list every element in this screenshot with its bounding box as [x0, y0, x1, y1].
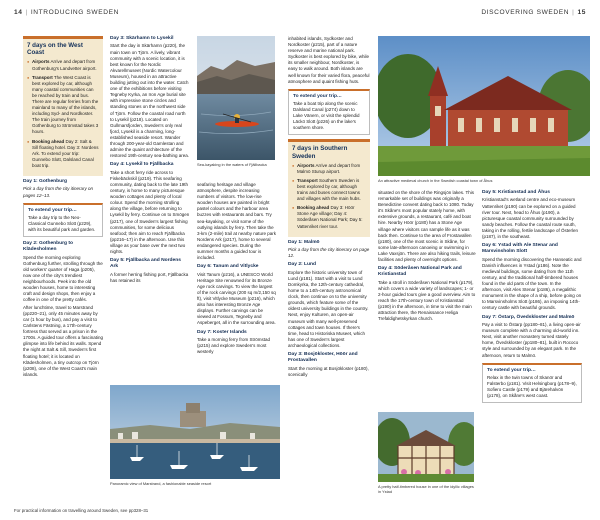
church-photo — [378, 36, 590, 176]
right-running-title: DISCOVERING SWEDEN — [481, 9, 570, 16]
southern-sweden-item: ● Transport Southern Sweden is best explored by car, although trains and buses connect towns and villages with the main hubs. — [292, 178, 366, 202]
left-running-title: INTRODUCING SWEDEN — [30, 9, 119, 16]
paragraph: Take a morning ferry from Strömstad (p215) and explore Sweden's most westerly — [197, 337, 271, 355]
extend-trip-box — [482, 363, 582, 403]
paragraph: Pick a day from the city itinerary on pages 12–13. — [23, 186, 94, 198]
church-caption: An attractive medieval church in the Swedish coastal town of Åhus — [378, 178, 493, 183]
southern-sweden-item: ● Booking ahead Day 3: Höör Stone Age village; Day 4: Söderåsen National Park; Day 5: Vattenriket river tour. — [292, 205, 366, 229]
marstrand-caption: Panoramic view of Marstrand, a fashionable seaside resort — [110, 481, 212, 486]
paragraph: seafaring heritage and village atmosphere, despite increasing numbers of visitors. The low-rise wooden houses are painted in bright pastel colours and the harbour area buzzes with restaurants and bars. Try sea-kayaking, or visit some of the outlying islands by ferry. Then take the 3-km (2-mile) trail at nearby nature park Nordens Ark (p217), home to several endangered species. During the summer months a guided tour is included. — [197, 182, 277, 261]
paragraph: Kristianstad's wetland centre and eco-museum Vattenriket (p190) can be explored on a guided river tour. Next, head to Åhus (p190), a picturesque coastal community surrounded by sandy beaches. Follow the coastal route south, taking in the rolling, fertile landscape of Österlen (p187), in the southeast. — [482, 197, 579, 240]
day-heading: Day 5: Kristianstad and Åhus — [482, 190, 550, 195]
west-coast-title: 7 days on the West Coast — [27, 42, 83, 57]
column-2 — [110, 36, 190, 285]
marstrand-photo-art — [110, 385, 280, 479]
day-heading: Day 6: Ystad with Ale Stenar and Marsvinsholm Slott — [482, 243, 558, 255]
southern-sweden-item: ● Airports Arrive and depart from Malmö Sturup airport. — [292, 163, 366, 175]
church-photo-art — [378, 36, 590, 176]
day-heading: Day 4: Söderåsen National Park and Kristianstad — [378, 266, 462, 278]
column-3 — [197, 182, 277, 357]
southern-sweden-list — [292, 163, 366, 230]
extend-trip-text: Take a day trip to the Neo-Classical Gunnebo Slott (p229), with its beautiful park and garden. — [28, 214, 96, 232]
extend-trip-title: To extend your trip… — [28, 207, 77, 213]
right-page-number: 15 — [577, 9, 586, 16]
day-heading: Day 7: Koster Islands — [197, 329, 247, 335]
southern-sweden-title: 7 days in Southern Sweden — [292, 145, 348, 160]
day-heading: Day 2: Lund — [288, 262, 316, 268]
day-heading: Day 1: Gothenburg — [23, 179, 68, 184]
paragraph: Spend the morning exploring Gothenburg further, strolling through the old workers' quarter of Haga (p205), now one of the city's trendiest neighbourhoods. Peek into the old wooden houses, home to interesting craft and design shops, then enjoy a coffee in one of the pretty cafés. — [23, 254, 103, 303]
column-4 — [288, 36, 370, 379]
day-heading: Day 4: Lysekil to Fjällbacka — [110, 162, 174, 168]
right-page-header: DISCOVERING SWEDEN | 15 — [481, 9, 586, 16]
extend-trip-text: Relax in the twin towns of Skanör and Falsterbo (p181). Visit Helsingborg (p178–9), Sofiero Castle (p179) and Bjärehalvön (p178), on Skåne's west coast. — [487, 374, 577, 398]
extend-trip-title: To extend your trip… — [487, 367, 536, 373]
paragraph: Pay a visit to Östarp (pp180–81), a living open-air museum complete with a charming old-world inn. Next, visit another monastery turned stately home, Övedskloster (pp180–81), built in Rococo style and surrounded by an elegant park. In the afternoon, return to Malmö. — [482, 322, 581, 358]
paragraph: Start the morning at Bosjökloster (p180), scenically — [288, 365, 369, 377]
west-coast-list — [27, 59, 99, 169]
extend-trip-text: Take a boat trip along the scenic Dalsland Canal (p274) down to Lake Vänern, or visit the splendid Läckö Slott (p226) on the lake's southern shore. — [293, 100, 360, 131]
kayak-photo-art — [197, 36, 275, 160]
paragraph: Take a stroll in Söderåsen National Park (p179), which covers a wide variety of landscapes; 1- or 2-hour guided tours give a good overview. Aim to reach the 17th-century town of Kristianstad (p190) in the afternoon, in time to visit the main attraction there, the Renaissance Heliga Trefaldighetskyrkan church. — [378, 279, 476, 322]
west-coast-item: ● Airports Arrive and depart from Gothenburg's Landvetter airport. — [27, 59, 99, 71]
kayak-caption: Sea-kayaking in the waters of Fjällbacka — [197, 162, 267, 167]
extend-trip-box — [23, 203, 103, 237]
day-heading: Day 1: Malmö — [288, 239, 320, 245]
house-photo — [378, 412, 474, 482]
paragraph: situated on the shore of the Ringsjön lakes. This remarkable set of buildings was originally a Benedictine convent dating back to 1080. Today it's Skåne's most popular stately home, with extensive grounds, a restaurant, café and boat hire. Nearby Höör (p180) has a Stone Age village where visitors can sample life as it was back then. Continue to the area of Frostavallen (p180), one of the most scenic in Skåne, for some late-afternoon canoeing or swimming in Lake Vaxsjön. There are also hiking trails, leisure facilities and plenty of overnight options. — [378, 190, 476, 263]
paragraph: Take a short ferry ride across to Fiskebäckskil (p219). This seafaring community, dating back to the late 19th century, is home to many picturesque wooden cottages and plenty of local colour. Spend the morning strolling along the village, before returning to Lysekil by ferry. Continue on to Smögen (p217), one of Sweden's largest fishing communities, for some delicious seafood; then aim to reach Fjällbacka (pp216–17) in the afternoon. Use this village as your base over the next two nights. — [110, 169, 190, 254]
day-heading: Day 7: Östarp, Övedskloster and Malmö — [482, 314, 575, 320]
west-coast-item: ● Transport The West Coast is best explored by car, although many coastal communities can be reached by train and bus. There are regular ferries from the mainland to many of the islands, including Syd- and Nordkoster. The train journey from Gothenburg to Strömstad takes 3 hours. — [27, 75, 99, 136]
column-5 — [378, 190, 476, 324]
paragraph: Visit Tanum (p216), a UNESCO World Heritage Site renowned for its Bronze Age rock carvings. To view the largest of the rock carvings (200 sq m/2,150 sq ft), visit Vitlycke Museum (p216), which also has interesting Bronze Age displays. Further carvings can be viewed at Fossum, Tegneby and Aspeberget, all in the surrounding area. — [197, 271, 276, 326]
day-heading: Day 5: Fjällbacka and Nordens Ark — [110, 258, 181, 270]
house-caption: A pretty half-timbered house in one of the idyllic villages in Ystad — [378, 484, 474, 494]
column-1 — [23, 36, 103, 379]
west-coast-item: ● Booking ahead Day 2: Salt & Sill floating hotel. Day 3: Nordens Ark. To extend your trip: Gunnebo Slott, Dalsland Canal boat trip. — [27, 139, 99, 169]
paragraph: Explore the historic university town of Lund (p181). Start with a visit to Lund Domkyrka, the 12th-century cathedral, home to a 14th-century astronomical clock, then continue on to the university grounds, which feature some of the oldest university buildings in the country. Next, enjoy Kulturen, an open-air museum with many well-preserved cottages and town houses. If there's time, head to Historiska Museet, which has one of Sweden's largest archaeological collections. — [288, 269, 369, 348]
kayak-photo — [197, 36, 275, 160]
paragraph: inhabited islands, Sydkoster and Nordkoster (p215), part of a nature reserve and marine national park. Sydkoster is best explored by bike, while its smaller neighbour, Nordkoster, is easy to walk around. Both islands are well known for their varied flora, peaceful atmosphere and quaint fishing huts. — [288, 36, 370, 84]
day-heading: Day 3: Skärhamn to Lysekil — [110, 36, 174, 41]
marstrand-photo — [110, 385, 280, 479]
paragraph: A former herring fishing port, Fjällbacka has retained its — [110, 271, 189, 283]
day-heading: Day 2: Gothenburg to Klädesholmen — [23, 241, 73, 253]
column-6 — [482, 190, 582, 407]
southern-sweden-sidebar — [288, 139, 370, 236]
day-heading: Day 3: Bosjökloster, Höör and Frostavallen — [288, 352, 358, 364]
extend-trip-title: To extend your trip… — [293, 93, 342, 99]
extend-trip-box — [288, 89, 370, 136]
left-page-number: 14 — [14, 9, 23, 16]
paragraph: Spend the morning discovering the Hanseatic and Danish influences in Ystad (p186). Note the medieval buildings, some dating from the 11th century, and the traditional half-timbered houses found in the old parts of the town. In the afternoon, visit Ales Stenar (p186), a megalithic monument in the shape of a ship, before going on to Marsvinsholms Slott (p186), an imposing 14th-century castle with beautiful grounds. — [482, 256, 582, 311]
footer-note: For practical information on travelling around Sweden, see pp328–31 — [14, 508, 149, 513]
day-heading: Day 6: Tanum and Vitlycke — [197, 264, 259, 270]
paragraph: After lunchtime, travel to Marstrand (pp220–21), only 45 minutes away by car (1 hour by bus), and pay a visit to Carlstens Fästning, a 17th-century fortress that served as a prison in the 1700s. A guided tour offers a fascinating glimpse into life behind its walls. Spend the night at Salt & Sill, Sweden's first floating hotel; it is located on Klädesholmen, a tiny outcrop on Tjörn (p208), one of the West Coast's main islands. — [23, 304, 103, 377]
left-page-header: 14 | INTRODUCING SWEDEN — [14, 9, 119, 16]
west-coast-sidebar — [23, 36, 103, 176]
paragraph: Pick a day from the city itinerary on page 12. — [288, 247, 370, 259]
house-photo-art — [378, 412, 474, 482]
paragraph: Start the day in Skärhamn (p220), the main town on Tjörn. A lively, vibrant community with a scenic location, it is best known for the Nordic Akvarellmuseet (Nordic Watercolour Museum), housed in an attractive building jutting out into the water. Catch one of the exhibitions before visiting Tegneby Kyrka, an Iron Age burial site with impressive stone circles and standing stones on the northwest side of Tjörn. Follow the coastal road north to Lysekil (p218). Located on Gullmarsfjorden, Sweden's only real fjord, Lysekil is a charming, long-established seaside resort. Wander through 200-year-old Gamlestan and admire the quaint architecture of the restored 19th-century sea-bathing area. — [110, 43, 190, 159]
